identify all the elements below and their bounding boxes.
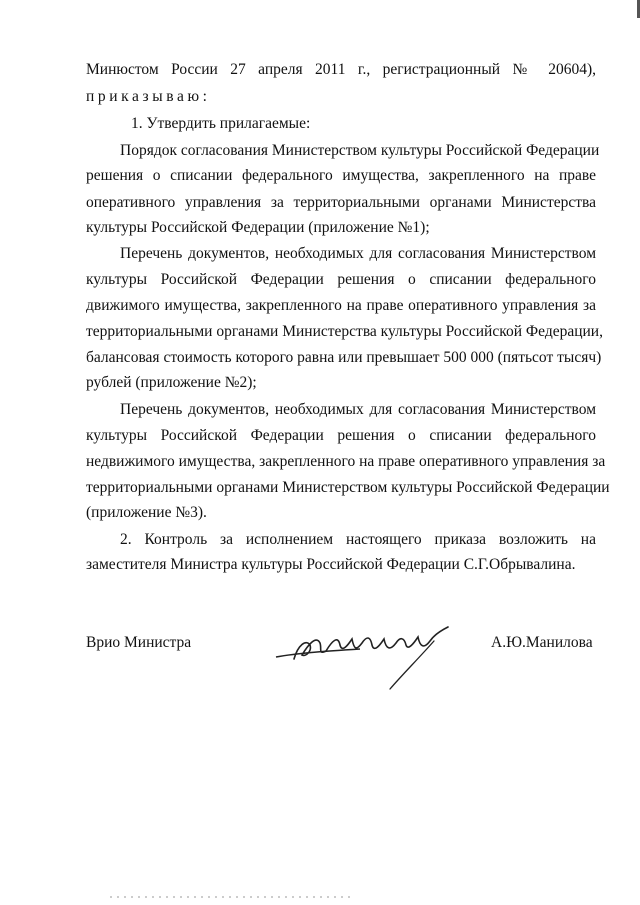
text-line-17: территориальными органами Министерством культуры Российской Федерации (86, 479, 610, 496)
text-line-18: (приложение №3). (86, 504, 207, 521)
text-line-20: заместителя Министра культуры Российской Федерации С.Г.Обрывалина. (86, 556, 576, 573)
text-line-5: решения о списании федерального имущества, закрепленного на праве (86, 167, 596, 184)
text-line-8: Перечень документов, необходимых для согласования Министерством (120, 245, 596, 262)
scan-artifact (110, 895, 350, 899)
text-line-4: Порядок согласования Министерством культуры Российской Федерации (120, 142, 600, 159)
text-line-6: оперативного управления за территориальными органами Министерства (86, 194, 596, 211)
text-line-11: территориальными органами Министерства культуры Российской Федерации, (86, 323, 603, 340)
text-line-1: Минюстом России 27 апреля 2011 г., регистрационный № 20604), (86, 61, 596, 78)
handwritten-signature (268, 615, 468, 695)
text-line-9: культуры Российской Федерации решения о списании федерального (86, 271, 596, 288)
text-line-15: культуры Российской Федерации решения о списании федерального (86, 427, 596, 444)
text-line-7: культуры Российской Федерации (приложение №1); (86, 219, 430, 236)
text-line-3: 1. Утвердить прилагаемые: (131, 115, 311, 132)
text-line-2: приказываю: (86, 88, 211, 105)
text-line-10: движимого имущества, закрепленного на праве оперативного управления за (86, 297, 596, 314)
text-line-14: Перечень документов, необходимых для согласования Министерством (120, 401, 596, 418)
signatory-name: А.Ю.Манилова (491, 634, 593, 651)
signatory-title: Врио Министра (86, 634, 192, 651)
text-line-12: балансовая стоимость которого равна или превышает 500 000 (пятьсот тысяч) (86, 349, 602, 366)
text-line-13: рублей (приложение №2); (86, 374, 257, 391)
text-line-19: 2. Контроль за исполнением настоящего приказа возложить на (120, 531, 596, 548)
text-line-16: недвижимого имущества, закрепленного на праве оперативного управления за (86, 453, 606, 470)
